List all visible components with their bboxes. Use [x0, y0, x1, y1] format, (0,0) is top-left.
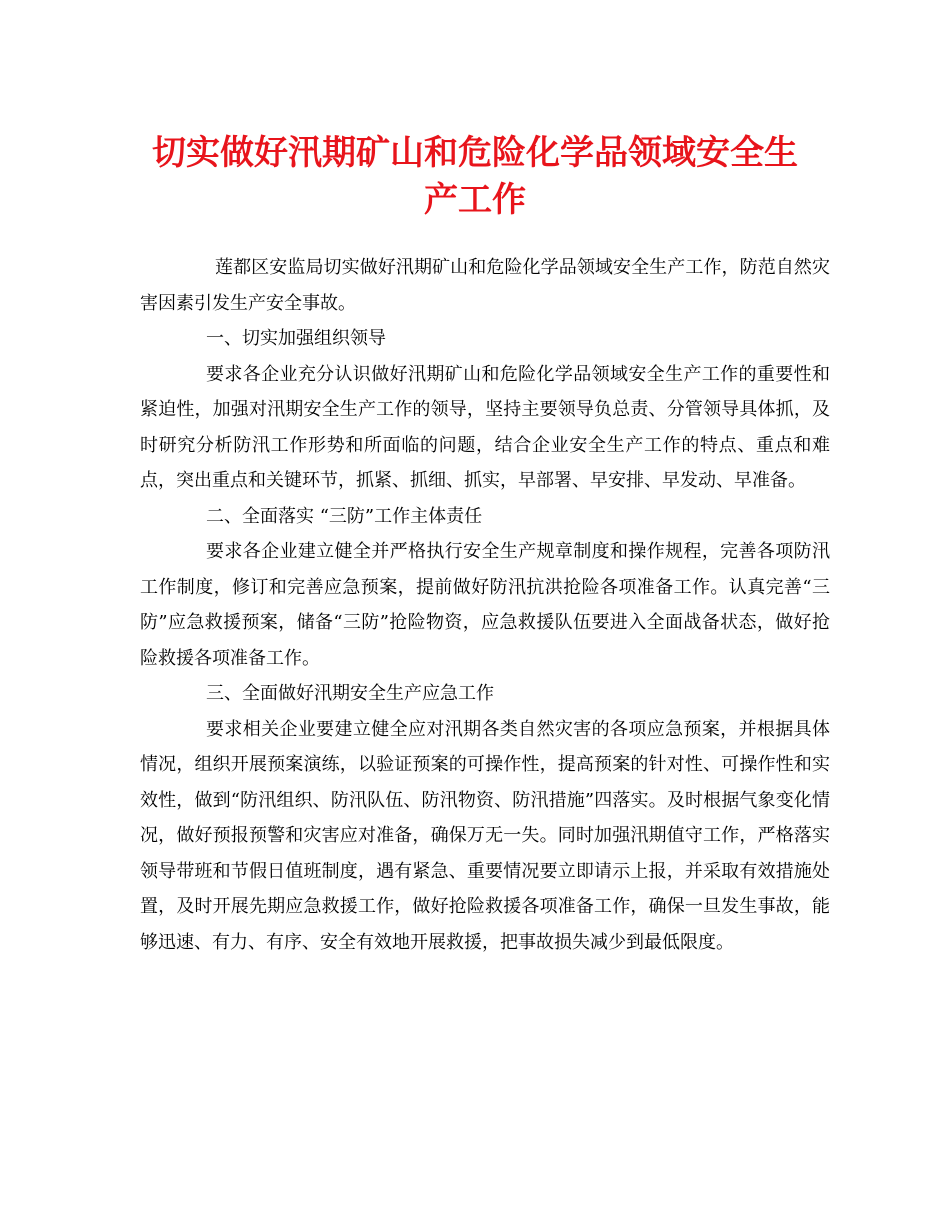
section-paragraph-1: 要求各企业充分认识做好汛期矿山和危险化学品领域安全生产工作的重要性和紧迫性，加强对汛期安全生产工作的领导，坚持主要领导负总责、分管领导具体抓，及时研究分析防汛工作形势和所面临的问题，结合企业安全生产工作的特点、重点和难点，突出重点和关键环节，抓紧、抓细、抓实，早部署、早安排、早发动、早准备。: [140, 363, 830, 491]
section-heading-2: 二、全面落实 “三防”工作主体责任: [206, 505, 483, 527]
intro-paragraph: 莲都区安监局切实做好汛期矿山和危险化学品领域安全生产工作，防范自然灾害因素引发生产安全事故。: [140, 257, 830, 314]
section-paragraph-2: 要求各企业建立健全并严格执行安全生产规章制度和操作规程，完善各项防汛工作制度，修订和完善应急预案，提前做好防汛抗洪抢险各项准备工作。认真完善“三防”应急救援预案，储备“三防”抢险物资，应急救援队伍要进入全面战备状态，做好抢险救援各项准备工作。: [140, 541, 830, 669]
document-title-line-1: 切实做好汛期矿山和危险化学品领域安全生: [152, 133, 798, 173]
document-title-line-2: 产工作: [424, 180, 526, 220]
section-heading-3: 三、全面做好汛期安全生产应急工作: [206, 683, 494, 704]
section-paragraph-3: 要求相关企业要建立健全应对汛期各类自然灾害的各项应急预案，并根据具体情况，组织开展预案演练，以验证预案的可操作性，提高预案的针对性、可操作性和实效性，做到“防汛组织、防汛队伍、防汛物资、防汛措施”四落实。及时根据气象变化情况，做好预报预警和灾害应对准备，确保万无一失。同时加强汛期值守工作，严格落实领导带班和节假日值班制度，遇有紧急、重要情况要立即请示上报，并采取有效措施处置，及时开展先期应急救援工作，做好抢险救援各项准备工作，确保一旦发生事故，能够迅速、有力、有序、安全有效地开展救援，把事故损失减少到最低限度。: [140, 718, 830, 953]
document-body: [140, 250, 830, 960]
section-heading-1: 一、切实加强组织领导: [206, 328, 386, 349]
